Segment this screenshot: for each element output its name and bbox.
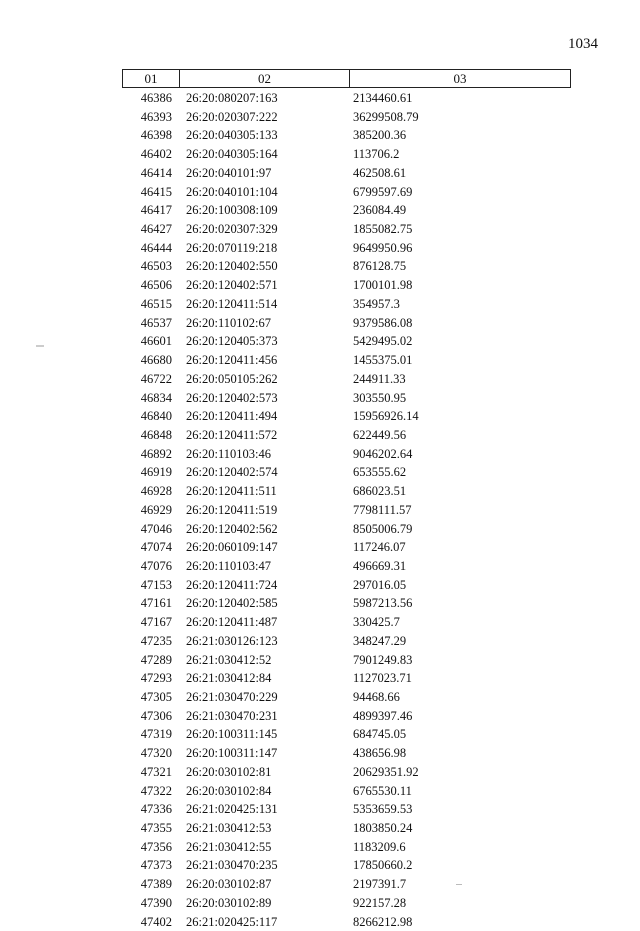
table-row	[122, 164, 571, 183]
table-row	[122, 239, 571, 258]
table-row	[122, 557, 571, 576]
table-row	[122, 145, 571, 164]
row-id-cell: 46840	[140, 409, 172, 424]
value-cell: 686023.51	[353, 484, 407, 499]
cadastral-number-cell: 26:20:100308:109	[186, 203, 278, 218]
row-id-cell: 46386	[140, 91, 172, 105]
value-cell: 94468.66	[353, 690, 400, 704]
row-id-cell: 47305	[140, 690, 172, 704]
value-cell: 5429495.02	[353, 334, 413, 349]
row-id-cell: 46393	[140, 109, 172, 124]
value-cell: 348247.29	[353, 633, 407, 648]
value-cell: 1127023.71	[353, 671, 412, 686]
cadastral-number-cell: 26:20:120411:494	[186, 409, 278, 424]
value-cell: 17850660.2	[353, 858, 413, 873]
table-row	[122, 913, 571, 931]
cadastral-number-cell: 26:21:020425:131	[186, 802, 278, 817]
row-id-cell: 46515	[140, 296, 172, 311]
table-row	[122, 538, 571, 557]
column-header-02: 02	[180, 70, 350, 87]
value-cell: 244911.33	[353, 371, 406, 386]
table-row	[122, 389, 571, 408]
table-row	[122, 613, 571, 632]
row-id-cell: 47389	[140, 877, 172, 892]
cadastral-number-cell: 26:21:030412:55	[186, 839, 272, 854]
table-row	[122, 201, 571, 220]
cadastral-number-cell: 26:20:030102:84	[186, 783, 272, 798]
cadastral-number-cell: 26:20:100311:147	[186, 746, 278, 761]
row-id-cell: 47289	[140, 652, 172, 667]
table-row	[122, 183, 571, 202]
table-row	[122, 370, 571, 389]
value-cell: 6765530.11	[353, 783, 412, 798]
row-id-cell: 47402	[140, 914, 172, 929]
cadastral-number-cell: 26:20:120411:456	[186, 353, 278, 368]
table-header-row	[122, 69, 571, 88]
row-id-cell: 47046	[140, 521, 172, 536]
table-row	[122, 725, 571, 744]
table-row	[122, 108, 571, 127]
value-cell: 2134460.61	[353, 91, 413, 105]
table-row	[122, 856, 571, 875]
table-row	[122, 501, 571, 520]
value-cell: 8505006.79	[353, 521, 413, 536]
value-cell: 117246.07	[353, 540, 406, 555]
cadastral-number-cell: 26:20:120411:572	[186, 427, 278, 442]
value-cell: 303550.95	[353, 390, 407, 405]
value-cell: 385200.36	[353, 128, 407, 143]
cadastral-number-cell: 26:20:120411:511	[186, 484, 277, 499]
value-cell: 1855082.75	[353, 222, 413, 237]
value-cell: 7901249.83	[353, 652, 413, 667]
table-row	[122, 838, 571, 857]
table-row	[122, 126, 571, 145]
value-cell: 653555.62	[353, 465, 407, 480]
row-id-cell: 47293	[140, 671, 172, 686]
row-id-cell: 46928	[140, 484, 172, 499]
table-row	[122, 295, 571, 314]
row-id-cell: 46929	[140, 502, 172, 517]
cadastral-number-cell: 26:20:100311:145	[186, 727, 278, 742]
cadastral-number-cell: 26:21:030412:53	[186, 821, 272, 836]
row-id-cell: 47390	[140, 895, 172, 910]
value-cell: 876128.75	[353, 259, 407, 274]
row-id-cell: 47322	[140, 783, 172, 798]
row-id-cell: 47153	[140, 577, 172, 592]
cadastral-number-cell: 26:20:060109:147	[186, 540, 278, 555]
table-row	[122, 894, 571, 913]
row-id-cell: 46834	[140, 390, 172, 405]
value-cell: 1700101.98	[353, 278, 413, 293]
value-cell: 330425.7	[353, 615, 400, 630]
table-row	[122, 314, 571, 333]
row-id-cell: 47355	[140, 821, 172, 836]
row-id-cell: 46415	[140, 184, 172, 199]
value-cell: 9649950.96	[353, 240, 413, 255]
value-cell: 5353659.53	[353, 802, 413, 817]
value-cell: 5987213.56	[353, 596, 413, 611]
value-cell: 4899397.46	[353, 708, 413, 723]
value-cell: 922157.28	[353, 895, 407, 910]
value-cell: 1183209.6	[353, 839, 406, 854]
row-id-cell: 46506	[140, 278, 172, 293]
row-id-cell: 47161	[140, 596, 172, 611]
cadastral-number-cell: 26:21:030470:229	[186, 690, 278, 704]
row-id-cell: 47074	[140, 540, 172, 555]
table-row	[122, 800, 571, 819]
cadastral-number-cell: 26:20:030102:81	[186, 764, 272, 779]
value-cell: 20629351.92	[353, 764, 419, 779]
row-id-cell: 46402	[140, 147, 172, 162]
table-row	[122, 669, 571, 688]
cadastral-number-cell: 26:21:020425:117	[186, 914, 278, 929]
value-cell: 297016.05	[353, 577, 407, 592]
cadastral-number-cell: 26:20:040305:133	[186, 128, 278, 143]
table-row	[122, 651, 571, 670]
cadastral-number-cell: 26:20:120402:585	[186, 596, 278, 611]
value-cell: 1803850.24	[353, 821, 413, 836]
table-row	[122, 688, 571, 707]
cadastral-number-cell: 26:20:030102:87	[186, 877, 272, 892]
table-row	[122, 707, 571, 726]
row-id-cell: 46503	[140, 259, 172, 274]
row-id-cell: 46919	[140, 465, 172, 480]
cadastral-number-cell: 26:21:030412:84	[186, 671, 272, 686]
table-row	[122, 276, 571, 295]
row-id-cell: 46601	[140, 334, 172, 349]
table-row	[122, 463, 571, 482]
table-row	[122, 482, 571, 501]
value-cell: 6799597.69	[353, 184, 413, 199]
table-row	[122, 520, 571, 539]
cadastral-number-cell: 26:20:080207:163	[186, 91, 278, 105]
cadastral-number-cell: 26:20:040305:164	[186, 147, 278, 162]
row-id-cell: 47306	[140, 708, 172, 723]
table-row	[122, 89, 571, 108]
value-cell: 9379586.08	[353, 315, 413, 330]
cadastral-number-cell: 26:20:120411:487	[186, 615, 278, 630]
value-cell: 462508.61	[353, 165, 407, 180]
row-id-cell: 47321	[140, 764, 172, 779]
row-id-cell: 46680	[140, 353, 172, 368]
cadastral-number-cell: 26:21:030412:52	[186, 652, 272, 667]
table-row	[122, 351, 571, 370]
value-cell: 36299508.79	[353, 109, 419, 124]
cadastral-number-cell: 26:20:020307:222	[186, 109, 278, 124]
table-row	[122, 763, 571, 782]
value-cell: 8266212.98	[353, 914, 413, 929]
cadastral-number-cell: 26:20:120402:574	[186, 465, 278, 480]
row-id-cell: 46444	[140, 240, 172, 255]
row-id-cell: 46848	[140, 427, 172, 442]
cadastral-number-cell: 26:21:030470:231	[186, 708, 278, 723]
value-cell: 15956926.14	[353, 409, 419, 424]
row-id-cell: 46414	[140, 165, 172, 180]
row-id-cell: 46398	[140, 128, 172, 143]
row-id-cell: 47235	[140, 633, 172, 648]
scan-mark	[36, 345, 44, 347]
table-row	[122, 632, 571, 651]
row-id-cell: 46722	[140, 371, 172, 386]
cadastral-number-cell: 26:20:110102:67	[186, 315, 271, 330]
cadastral-number-cell: 26:20:070119:218	[186, 240, 278, 255]
value-cell: 496669.31	[353, 558, 407, 573]
row-id-cell: 46892	[140, 446, 172, 461]
table-row	[122, 445, 571, 464]
value-cell: 622449.56	[353, 427, 407, 442]
cadastral-number-cell: 26:20:110103:46	[186, 446, 271, 461]
value-cell: 1455375.01	[353, 353, 413, 368]
table-row	[122, 332, 571, 351]
cadastral-number-cell: 26:20:120411:514	[186, 296, 278, 311]
value-cell: 438656.98	[353, 746, 407, 761]
row-id-cell: 47076	[140, 558, 172, 573]
table-row	[122, 744, 571, 763]
cadastral-number-cell: 26:20:110103:47	[186, 558, 271, 573]
cadastral-number-cell: 26:20:120402:562	[186, 521, 278, 536]
cadastral-number-cell: 26:20:050105:262	[186, 371, 278, 386]
value-cell: 7798111.57	[353, 502, 412, 517]
row-id-cell: 47373	[140, 858, 172, 873]
cadastral-number-cell: 26:20:040101:104	[186, 184, 278, 199]
cadastral-number-cell: 26:20:030102:89	[186, 895, 272, 910]
value-cell: 354957.3	[353, 296, 400, 311]
row-id-cell: 46417	[140, 203, 172, 218]
table-row	[122, 220, 571, 239]
column-header-03: 03	[453, 71, 467, 86]
cadastral-number-cell: 26:20:120402:550	[186, 259, 278, 274]
row-id-cell: 46537	[140, 315, 172, 330]
table-row	[122, 875, 571, 894]
value-cell: 236084.49	[353, 203, 407, 218]
cadastral-number-cell: 26:20:120411:724	[186, 577, 278, 592]
value-cell: 684745.05	[353, 727, 407, 742]
cadastral-number-cell: 26:20:120405:373	[186, 334, 278, 349]
value-cell: 2197391.7	[353, 877, 407, 892]
table-body	[122, 89, 571, 931]
value-cell: 113706.2	[353, 147, 400, 162]
cadastral-number-cell: 26:21:030470:235	[186, 858, 278, 873]
row-id-cell: 47356	[140, 839, 172, 854]
cadastral-number-cell: 26:21:030126:123	[186, 633, 278, 648]
table-row	[122, 819, 571, 838]
row-id-cell: 47319	[140, 727, 172, 742]
cadastral-number-cell: 26:20:120411:519	[186, 502, 278, 517]
row-id-cell: 47320	[140, 746, 172, 761]
table-row	[122, 576, 571, 595]
table-row	[122, 594, 571, 613]
table-row	[122, 257, 571, 276]
value-cell: 9046202.64	[353, 446, 413, 461]
table-row	[122, 782, 571, 801]
page-number: 1034	[568, 36, 598, 52]
cadastral-number-cell: 26:20:120402:573	[186, 390, 278, 405]
table-row	[122, 407, 571, 426]
cadastral-number-cell: 26:20:020307:329	[186, 222, 278, 237]
cadastral-number-cell: 26:20:040101:97	[186, 165, 272, 180]
column-header-01: 01	[123, 70, 180, 87]
row-id-cell: 47167	[140, 615, 172, 630]
data-table	[122, 69, 571, 931]
row-id-cell: 47336	[140, 802, 172, 817]
row-id-cell: 46427	[140, 222, 172, 237]
cadastral-number-cell: 26:20:120402:571	[186, 278, 278, 293]
table-row	[122, 426, 571, 445]
